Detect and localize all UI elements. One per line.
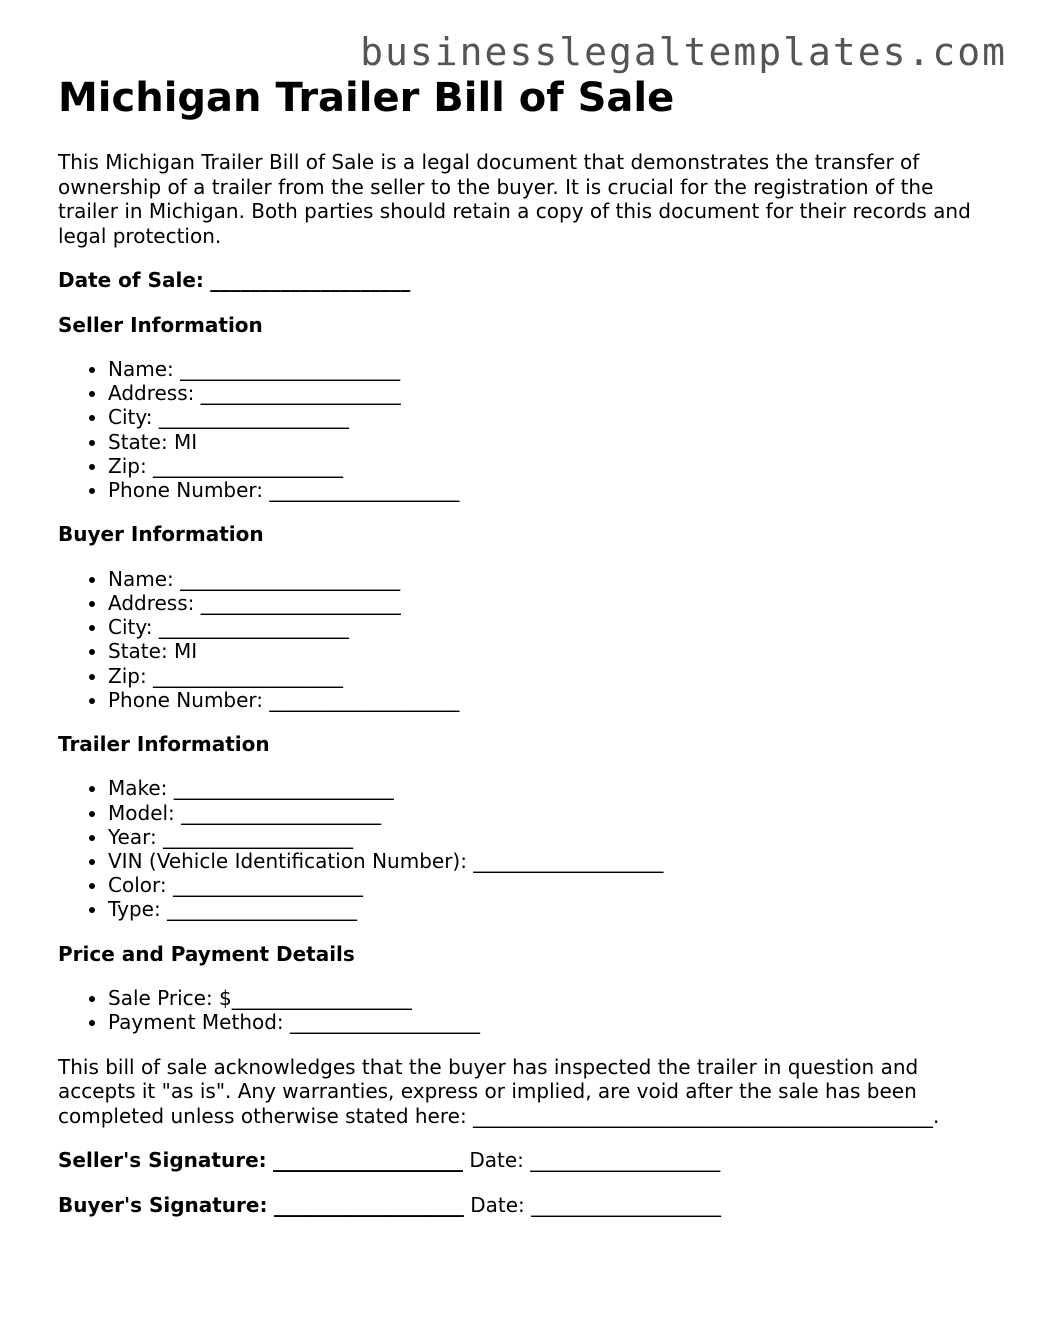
buyer-state-field: • State: MI bbox=[108, 639, 978, 663]
payment-method-field: • Payment Method: ___________________ bbox=[108, 1010, 978, 1034]
buyer-signature-label: Buyer's Signature: bbox=[58, 1192, 268, 1217]
payment-list bbox=[58, 986, 978, 1034]
seller-address-field: • Address: ____________________ bbox=[108, 381, 978, 405]
buyer-name-field: • Name: ______________________ bbox=[108, 567, 978, 591]
seller-city-field: • City: ___________________ bbox=[108, 405, 978, 429]
buyer-signature-line bbox=[58, 1193, 978, 1218]
seller-state-field: • State: MI bbox=[108, 430, 978, 454]
trailer-make-field: • Make: ______________________ bbox=[108, 776, 978, 800]
date-of-sale-blank: ____________________ bbox=[210, 268, 411, 292]
date-of-sale-label: Date of Sale: bbox=[58, 268, 204, 292]
buyer-signature-blank: ___________________ bbox=[273, 1192, 464, 1217]
seller-list bbox=[58, 357, 978, 502]
site-watermark: businesslegaltemplates.com bbox=[360, 30, 1007, 74]
trailer-year-field: • Year: ___________________ bbox=[108, 825, 978, 849]
trailer-model-field: • Model: ____________________ bbox=[108, 801, 978, 825]
buyer-date-label: Date: bbox=[470, 1192, 525, 1217]
buyer-list bbox=[58, 567, 978, 712]
document-page bbox=[58, 72, 978, 1217]
payment-heading: Price and Payment Details bbox=[58, 941, 355, 966]
seller-signature-blank: ___________________ bbox=[273, 1148, 463, 1173]
seller-signature-label: Seller's Signature: bbox=[58, 1148, 267, 1173]
buyer-date-blank: ___________________ bbox=[531, 1192, 722, 1217]
seller-date-blank: ___________________ bbox=[530, 1148, 721, 1173]
date-of-sale-field bbox=[58, 268, 978, 293]
trailer-vin-field: • VIN (Vehicle Identification Number): ___________________ bbox=[108, 849, 978, 873]
buyer-zip-field: • Zip: ___________________ bbox=[108, 664, 978, 688]
buyer-address-field: • Address: ____________________ bbox=[108, 591, 978, 615]
trailer-type-field: • Type: ___________________ bbox=[108, 897, 978, 921]
sale-price-field: • Sale Price: $__________________ bbox=[108, 986, 978, 1010]
seller-name-field: • Name: ______________________ bbox=[108, 357, 978, 381]
acknowledgment-paragraph: This bill of sale acknowledges that the buyer has inspected the trailer in question and accepts it "as is". Any warranties, express or implied, are void after the sale has been completed unless otherwise stated here: ______________________________________________. bbox=[58, 1054, 940, 1128]
seller-heading: Seller Information bbox=[58, 312, 263, 337]
trailer-color-field: • Color: ___________________ bbox=[108, 873, 978, 897]
seller-signature-line bbox=[58, 1148, 978, 1173]
trailer-list bbox=[58, 776, 978, 921]
seller-zip-field: • Zip: ___________________ bbox=[108, 454, 978, 478]
seller-date-label: Date: bbox=[469, 1148, 524, 1173]
buyer-city-field: • City: ___________________ bbox=[108, 615, 978, 639]
buyer-heading: Buyer Information bbox=[58, 522, 264, 547]
buyer-phone-field: • Phone Number: ___________________ bbox=[108, 688, 978, 712]
intro-paragraph: This Michigan Trailer Bill of Sale is a legal document that demonstrates the transfer of ownership of a trailer from the seller to the buyer. It is crucial for the registration of the trailer in Michigan. Both parties should retain a copy of this document for their records and legal protection. bbox=[58, 150, 971, 248]
trailer-heading: Trailer Information bbox=[58, 731, 270, 756]
seller-phone-field: • Phone Number: ___________________ bbox=[108, 478, 978, 502]
document-title: Michigan Trailer Bill of Sale bbox=[58, 75, 675, 121]
